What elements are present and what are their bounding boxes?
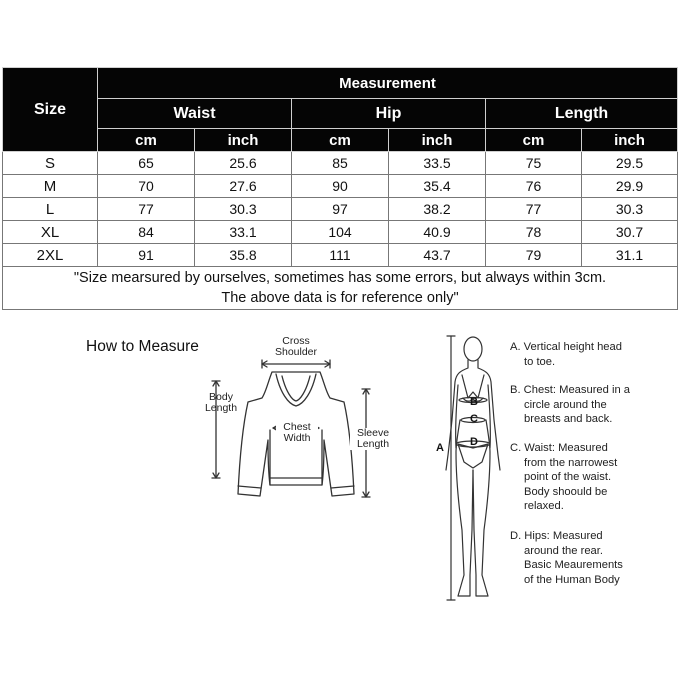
- description-d: [510, 529, 679, 587]
- table-cell: 65: [98, 152, 195, 175]
- size-cell: 2XL: [3, 244, 98, 267]
- table-cell: 76: [486, 175, 582, 198]
- reference-note: [3, 267, 678, 310]
- desc-line: from the narrowest: [524, 456, 618, 469]
- desc-line: C. Waist: Measured: [510, 442, 608, 454]
- label-line: Chest: [283, 421, 311, 433]
- desc-line: around the rear.: [524, 544, 603, 557]
- table-cell: 38.2: [389, 198, 486, 221]
- table-cell: 75: [486, 152, 582, 175]
- chest-width-label: [276, 422, 318, 444]
- letter-c: C: [470, 413, 478, 425]
- unit-header: inch: [389, 129, 486, 152]
- desc-line: A. Vertical height head: [510, 341, 622, 353]
- table-row: [3, 244, 678, 267]
- length-header: Length: [486, 99, 678, 129]
- unit-header: inch: [582, 129, 678, 152]
- sleeve-length-label: [350, 428, 396, 450]
- letter-a: A: [436, 442, 444, 454]
- letter-b: B: [470, 396, 478, 408]
- table-cell: 27.6: [195, 175, 292, 198]
- table-cell: 85: [292, 152, 389, 175]
- table-row: [3, 221, 678, 244]
- table-cell: 33.5: [389, 152, 486, 175]
- unit-header: cm: [98, 129, 195, 152]
- table-cell: 31.1: [582, 244, 678, 267]
- size-cell: XL: [3, 221, 98, 244]
- desc-line: relaxed.: [524, 500, 564, 512]
- desc-line: to toe.: [524, 355, 556, 368]
- table-cell: 30.3: [582, 198, 678, 221]
- table-row: [3, 152, 678, 175]
- description-b: [510, 383, 679, 427]
- table-cell: 33.1: [195, 221, 292, 244]
- description-a: [510, 340, 679, 369]
- desc-line: Basic Meaurements: [524, 559, 623, 571]
- label-line: Cross: [282, 335, 310, 347]
- label-line: Body: [209, 391, 233, 403]
- table-cell: 77: [98, 198, 195, 221]
- table-cell: 77: [486, 198, 582, 221]
- size-chart-table: [2, 67, 678, 310]
- table-cell: 70: [98, 175, 195, 198]
- table-cell: 29.9: [582, 175, 678, 198]
- desc-line: breasts and back.: [524, 413, 613, 425]
- table-cell: 84: [98, 221, 195, 244]
- table-cell: 40.9: [389, 221, 486, 244]
- desc-line: point of the waist.: [524, 471, 612, 483]
- cross-shoulder-label: [268, 336, 324, 358]
- unit-header: cm: [292, 129, 389, 152]
- desc-line: circle around the: [524, 398, 607, 411]
- size-cell: M: [3, 175, 98, 198]
- table-cell: 43.7: [389, 244, 486, 267]
- unit-header: cm: [486, 129, 582, 152]
- table-cell: 97: [292, 198, 389, 221]
- table-cell: 79: [486, 244, 582, 267]
- table-cell: 90: [292, 175, 389, 198]
- table-cell: 91: [98, 244, 195, 267]
- desc-line: B. Chest: Measured in a: [510, 384, 631, 396]
- table-cell: 30.7: [582, 221, 678, 244]
- label-line: Length: [204, 402, 238, 414]
- how-to-measure-title: How to Measure: [86, 338, 199, 355]
- letter-d: D: [470, 436, 478, 448]
- label-line: Width: [283, 432, 311, 444]
- label-line: Sleeve: [356, 427, 390, 439]
- table-cell: 25.6: [195, 152, 292, 175]
- size-cell: S: [3, 152, 98, 175]
- size-header: Size: [3, 68, 98, 152]
- label-line: Length: [356, 438, 390, 450]
- body-length-label: [198, 392, 244, 414]
- table-cell: 111: [292, 244, 389, 267]
- table-cell: 30.3: [195, 198, 292, 221]
- label-line: Shoulder: [274, 346, 318, 358]
- table-cell: 29.5: [582, 152, 678, 175]
- table-cell: 104: [292, 221, 389, 244]
- desc-line: D. Hips: Measured: [510, 530, 603, 542]
- note-line: "Size mearsured by ourselves, sometimes has some errors, but always within 3cm.: [73, 270, 607, 286]
- table-row: [3, 175, 678, 198]
- description-c: [510, 441, 679, 514]
- table-row: [3, 198, 678, 221]
- hip-header: Hip: [292, 99, 486, 129]
- size-cell: L: [3, 198, 98, 221]
- table-cell: 35.4: [389, 175, 486, 198]
- desc-line: Body shoould be: [524, 485, 608, 498]
- human-body-illustration: [430, 330, 510, 610]
- desc-line: of the Human Body: [524, 573, 620, 586]
- note-line: The above data is for reference only": [221, 290, 459, 306]
- unit-header: inch: [195, 129, 292, 152]
- measurement-header: Measurement: [98, 68, 678, 99]
- table-cell: 35.8: [195, 244, 292, 267]
- table-cell: 78: [486, 221, 582, 244]
- waist-header: Waist: [98, 99, 292, 129]
